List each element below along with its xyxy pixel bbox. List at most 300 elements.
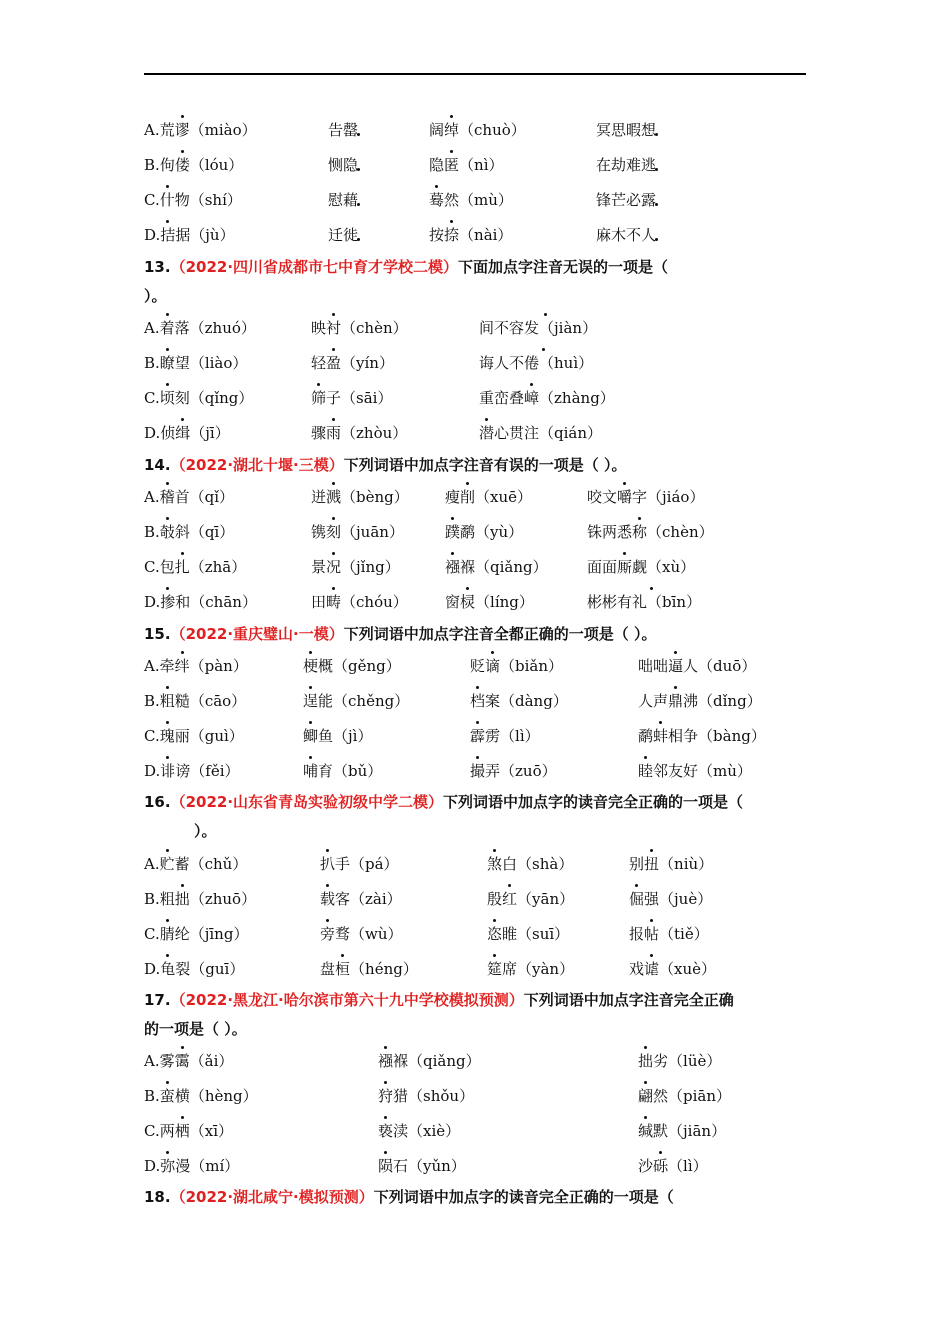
term-text: 冥思暇想: [596, 121, 657, 139]
term-text: 重峦叠: [479, 389, 525, 407]
q13-stem: [144, 252, 814, 282]
term-text: D.: [144, 226, 161, 244]
term: [303, 723, 372, 749]
dotted-character: 谬: [175, 117, 190, 143]
term: [144, 956, 244, 982]
dotted-character: 蓦: [429, 187, 444, 213]
term-text: 彬: [587, 593, 603, 611]
dotted-character: 衬: [326, 315, 341, 341]
term-text: D.: [144, 1157, 161, 1175]
term-text: 人声: [638, 692, 669, 710]
term-text: （zhòu）: [341, 424, 408, 442]
term-text: B.佝: [144, 156, 175, 174]
term-text: （niù）: [659, 855, 714, 873]
header-rule: [144, 73, 806, 75]
question-source: （2022·湖北十堰·三模）: [170, 456, 344, 474]
term-text: 白（shà）: [502, 855, 574, 873]
term: [311, 385, 392, 411]
term: [470, 758, 557, 784]
q13-stem-continued: [144, 281, 814, 311]
question-number: 13.: [144, 258, 171, 276]
dotted-character: 蛮: [160, 1083, 175, 1109]
dotted-character: 筵: [487, 956, 502, 982]
question-text: ）。: [194, 822, 217, 840]
term: [144, 385, 253, 411]
term: [638, 1083, 731, 1109]
term-text: （zhā）: [189, 558, 247, 576]
dotted-character: 桓: [335, 956, 350, 982]
term-text: 在劫难逃: [596, 156, 657, 174]
q17-stem: [144, 985, 814, 1015]
term-text: 迁徙: [328, 226, 359, 244]
term-text: 麻木不人: [596, 226, 657, 244]
dotted-character: 亵: [378, 1118, 393, 1144]
term-text: （chóu）: [341, 593, 408, 611]
dotted-character: 霹: [470, 723, 485, 749]
dotted-character: 匿: [444, 152, 459, 178]
term-text: 手（pá）: [335, 855, 399, 873]
term: [638, 653, 756, 679]
dotted-character: 旁: [320, 921, 335, 947]
term: [144, 1048, 233, 1074]
dotted-character: 蚌: [653, 723, 668, 749]
term-text: 沸（dǐng）: [683, 692, 762, 710]
term: [144, 851, 247, 877]
term-text: 雳（lì）: [485, 727, 540, 745]
term: [311, 589, 408, 615]
dotted-character: 倔: [629, 886, 644, 912]
dotted-character: 翩: [638, 1083, 653, 1109]
dotted-character: 鲫: [303, 723, 318, 749]
term-text: 咄咄: [638, 657, 669, 675]
term: [596, 117, 656, 143]
dotted-character: 襁: [378, 1048, 393, 1074]
term-text: 鹬: [638, 727, 654, 745]
dotted-character: 恣: [487, 921, 502, 947]
question-text: 下列词语中加点字注音有误的一项是（ ）。: [343, 456, 627, 474]
dotted-character: 瑰: [160, 723, 175, 749]
term: [144, 1083, 258, 1109]
dotted-character: 着: [160, 315, 175, 341]
dotted-character: 绰: [444, 117, 459, 143]
term-text: 然（mù）: [444, 191, 513, 209]
term-text: 裂（guī）: [175, 960, 245, 978]
term: [311, 519, 404, 545]
term-text: 沙: [638, 1157, 654, 1175]
dotted-character: 削: [460, 484, 475, 510]
term: [587, 484, 704, 510]
term: [144, 589, 257, 615]
term-text: 骛（wù）: [335, 925, 403, 943]
term: [638, 723, 766, 749]
term: [144, 886, 256, 912]
term: [429, 187, 513, 213]
term: [144, 554, 246, 580]
question-text: ）。: [144, 287, 167, 305]
term-text: 殷: [487, 890, 503, 908]
term-text: 猎（shǒu）: [393, 1087, 475, 1105]
term-text: 劣（lüè）: [653, 1052, 722, 1070]
term-text: C.包: [144, 558, 175, 576]
term-text: B.: [144, 1087, 160, 1105]
term-text: B.粗: [144, 890, 175, 908]
dotted-character: 煞: [487, 851, 502, 877]
term: [487, 956, 574, 982]
term-text: 镌: [311, 523, 327, 541]
term-text: C.两: [144, 1122, 175, 1140]
term-text: 和（chān）: [175, 593, 257, 611]
term-text: （miào）: [189, 121, 257, 139]
dotted-character: 盈: [326, 350, 341, 376]
dotted-character: 缄: [638, 1118, 653, 1144]
dotted-character: 贮: [160, 851, 175, 877]
dotted-character: 档: [470, 688, 485, 714]
term: [144, 420, 230, 446]
term: [303, 653, 401, 679]
term-text: 铢两悉: [587, 523, 633, 541]
dotted-character: 扒: [320, 851, 335, 877]
term-text: 子（sāi）: [326, 389, 393, 407]
term-text: C.: [144, 389, 160, 407]
term: [144, 688, 246, 714]
term-text: 刻（qǐng）: [174, 389, 254, 407]
term-text: B.: [144, 523, 160, 541]
dotted-character: 绊: [175, 653, 190, 679]
dotted-character: 撮: [470, 758, 485, 784]
term: [311, 484, 409, 510]
term-text: 鱼（jì）: [318, 727, 373, 745]
term: [596, 222, 656, 248]
term-text: 人（duō）: [683, 657, 757, 675]
term-text: C.: [144, 925, 160, 943]
term: [445, 554, 548, 580]
q18-stem: [144, 1182, 814, 1212]
question-text: 下面加点字注音无误的一项是（: [458, 258, 669, 276]
term-text: A.牵: [144, 657, 175, 675]
term: [320, 956, 418, 982]
term: [144, 519, 234, 545]
term-text: （zhàng）: [539, 389, 615, 407]
dotted-character: 不容发（jiàn）: [494, 315, 597, 341]
term-text: （nì）: [459, 156, 504, 174]
term: [587, 589, 701, 615]
term-text: 育（bǔ）: [318, 762, 383, 780]
question-text: 下列词语中加点字注音全都正确的一项是（ ）。: [343, 625, 657, 643]
term: [144, 921, 248, 947]
term-text: 邻友好（mù）: [653, 762, 752, 780]
term: [487, 886, 574, 912]
question-number: 18.: [144, 1188, 171, 1206]
dotted-character: 掺: [160, 589, 175, 615]
term: [311, 315, 408, 341]
term: [479, 315, 597, 341]
dotted-character: 雨: [326, 420, 341, 446]
term: [144, 222, 235, 248]
term: [487, 921, 569, 947]
term-text: （xuè）: [659, 960, 717, 978]
term-text: D.侦: [144, 424, 176, 442]
term-text: （jī）: [190, 424, 230, 442]
term: [479, 420, 602, 446]
term: [144, 484, 234, 510]
dotted-character: 稽: [160, 484, 175, 510]
question-number: 14.: [144, 456, 171, 474]
dotted-character: 嶂: [524, 385, 539, 411]
term: [378, 1153, 466, 1179]
dotted-character: 扎: [175, 554, 190, 580]
dotted-character: 潜: [479, 420, 494, 446]
dotted-character: 拙: [638, 1048, 653, 1074]
question-number: 16.: [144, 793, 171, 811]
term-text: 迸: [311, 488, 327, 506]
term-text: （lì）: [668, 1157, 708, 1175]
question-source: （2022·黑龙江·哈尔滨市第六十九中学校模拟预测）: [170, 991, 524, 1009]
term-text: 据（jù）: [175, 226, 235, 244]
term-text: 诲: [479, 354, 495, 372]
dotted-character: 厮: [617, 554, 632, 580]
term-text: 强（juè）: [644, 890, 713, 908]
term-text: C.: [144, 727, 160, 745]
term: [479, 385, 615, 411]
dotted-character: 刻: [326, 519, 341, 545]
dotted-character: 粗: [160, 688, 175, 714]
dotted-character: 诽: [160, 758, 175, 784]
term-text: 恻隐: [328, 156, 359, 174]
term-text: 觑（xù）: [632, 558, 696, 576]
term: [638, 688, 762, 714]
term-text: （pàn）: [189, 657, 248, 675]
dotted-character: 顷: [160, 385, 175, 411]
dotted-character: 逼: [668, 653, 683, 679]
term: [429, 152, 504, 178]
term-text: 映: [311, 319, 327, 337]
term: [429, 222, 512, 248]
dotted-character: 畴: [326, 589, 341, 615]
term: [638, 758, 752, 784]
term-text: 鹬（yù）: [460, 523, 524, 541]
term: [144, 758, 240, 784]
term-text: A.: [144, 855, 160, 873]
term-text: A.雾: [144, 1052, 175, 1070]
dotted-character: 弥: [160, 1153, 175, 1179]
term-text: （nài）: [459, 226, 513, 244]
dotted-character: 陨: [378, 1153, 393, 1179]
term-text: 谤（fěi）: [175, 762, 240, 780]
term-text: 横（hèng）: [174, 1087, 258, 1105]
term-text: A.: [144, 488, 160, 506]
term-text: B.: [144, 692, 160, 710]
term: [320, 851, 399, 877]
term: [638, 1048, 721, 1074]
term-text: 面面: [587, 558, 618, 576]
term-text: C.: [144, 191, 160, 209]
term: [144, 1118, 233, 1144]
term: [445, 589, 534, 615]
question-source: （2022·湖北咸宁·模拟预测）: [170, 1188, 374, 1206]
term-text: 字（jiáo）: [632, 488, 705, 506]
dotted-character: 睦: [638, 758, 653, 784]
question-source: （2022·重庆璧山·一模）: [170, 625, 344, 643]
term-text: （tiě）: [659, 925, 709, 943]
dotted-character: 溅: [326, 484, 341, 510]
term: [587, 519, 714, 545]
dotted-character: 谪: [485, 653, 500, 679]
term: [378, 1083, 474, 1109]
dotted-character: 彬有礼（bīn）: [602, 589, 701, 615]
term-text: 默（jiān）: [653, 1122, 727, 1140]
term-text: （jǐng）: [341, 558, 400, 576]
term-text: 锋芒必露: [596, 191, 657, 209]
dotted-character: 砾: [653, 1153, 668, 1179]
term-text: （chèn）: [341, 319, 408, 337]
dotted-character: 载: [320, 886, 335, 912]
term: [320, 921, 403, 947]
dotted-character: 筛: [311, 385, 326, 411]
term: [378, 1048, 481, 1074]
term-text: 慰藉: [328, 191, 359, 209]
dotted-character: 什: [160, 187, 175, 213]
term-text: 褓（qiǎng）: [460, 558, 548, 576]
term: [429, 117, 526, 143]
term: [470, 653, 563, 679]
dotted-character: 缉: [175, 420, 190, 446]
term: [320, 886, 402, 912]
dotted-character: 襁: [445, 554, 460, 580]
term: [638, 1118, 726, 1144]
term-text: 蓄（chǔ）: [174, 855, 248, 873]
term-text: 阔: [429, 121, 445, 139]
term: [328, 222, 358, 248]
dotted-character: 人不倦（huì）: [494, 350, 593, 376]
question-text: 下列词语中加点字的读音完全正确的一项是（: [373, 1188, 674, 1206]
term-text: 睢（suī）: [502, 925, 570, 943]
dotted-character: 龟: [160, 956, 175, 982]
term-text: 田: [311, 593, 327, 611]
term-text: （héng）: [350, 960, 418, 978]
term: [445, 484, 532, 510]
term: [487, 851, 573, 877]
dotted-character: 嚼: [617, 484, 632, 510]
dotted-character: 称: [632, 519, 647, 545]
term: [311, 554, 400, 580]
term-text: 能（chěng）: [318, 692, 410, 710]
term: [144, 117, 257, 143]
term-text: 弄（zuō）: [485, 762, 557, 780]
question-text: 的一项是（ ）。: [144, 1020, 247, 1038]
term: [328, 187, 358, 213]
dotted-character: 蹼: [445, 519, 460, 545]
term-text: 景: [311, 558, 327, 576]
term: [303, 688, 409, 714]
term: [587, 554, 695, 580]
term-text: （líng）: [475, 593, 534, 611]
term-text: （lóu）: [189, 156, 244, 174]
term: [311, 420, 407, 446]
term: [629, 921, 709, 947]
dotted-character: 狩: [378, 1083, 393, 1109]
term-text: 瘦: [445, 488, 461, 506]
term: [144, 350, 247, 376]
term-text: 别: [629, 855, 645, 873]
question-text: 下列词语中加点字的读音完全正确的一项是（: [443, 793, 744, 811]
term-text: D.: [144, 960, 161, 978]
q16-stem-continued: [194, 816, 864, 846]
dotted-character: 拙: [175, 886, 190, 912]
dotted-character: 红: [502, 886, 517, 912]
term-text: 望（liào）: [174, 354, 248, 372]
term-text: 客（zài）: [335, 890, 402, 908]
term-text: 骤: [311, 424, 327, 442]
term-text: （chuò）: [459, 121, 526, 139]
term-text: 物（shí）: [174, 191, 242, 209]
term-text: （xī）: [189, 1122, 233, 1140]
term-text: A.: [144, 319, 160, 337]
term-text: 告罄: [328, 121, 359, 139]
term-text: （bèng）: [341, 488, 409, 506]
term: [311, 350, 394, 376]
term-text: （ǎi）: [189, 1052, 234, 1070]
term-text: （biǎn）: [500, 657, 564, 675]
term-text: 然（piān）: [653, 1087, 732, 1105]
term-text: 间: [479, 319, 495, 337]
term-text: （yān）: [517, 890, 575, 908]
term-text: B.: [144, 354, 160, 372]
term-text: （juān）: [341, 523, 404, 541]
term-text: 漫（mí）: [175, 1157, 240, 1175]
dotted-character: 攲: [160, 519, 175, 545]
q16-stem: [144, 787, 814, 817]
term: [144, 315, 256, 341]
term: [303, 758, 382, 784]
term-text: 报: [629, 925, 645, 943]
term-text: （chèn）: [647, 523, 714, 541]
term: [596, 187, 656, 213]
q14-stem: [144, 450, 814, 480]
term-text: 落（zhuó）: [174, 319, 256, 337]
term-text: 席（yàn）: [502, 960, 575, 978]
term: [144, 187, 242, 213]
term-text: 渎（xiè）: [393, 1122, 461, 1140]
term-text: 盘: [320, 960, 336, 978]
term: [445, 519, 523, 545]
term: [470, 688, 568, 714]
term: [629, 851, 713, 877]
dotted-character: 拮: [160, 222, 175, 248]
term-text: 心贯注（qián）: [494, 424, 603, 442]
term: [144, 653, 248, 679]
term: [479, 350, 593, 376]
term-text: （xuē）: [475, 488, 533, 506]
term-text: 概（gěng）: [318, 657, 401, 675]
dotted-character: 哺: [303, 758, 318, 784]
term: [470, 723, 540, 749]
term: [328, 152, 358, 178]
q15-stem: [144, 619, 814, 649]
dotted-character: 栖: [175, 1118, 190, 1144]
term-text: 按: [429, 226, 445, 244]
term: [629, 956, 716, 982]
term: [144, 1153, 239, 1179]
question-source: （2022·山东省青岛实验初级中学二模）: [170, 793, 444, 811]
term-text: 斜（qī）: [174, 523, 235, 541]
term-text: 隐: [429, 156, 445, 174]
term-text: 戏: [629, 960, 645, 978]
term: [638, 1153, 708, 1179]
q17-stem-continued: [144, 1014, 814, 1044]
dotted-character: 棂: [460, 589, 475, 615]
dotted-character: 捺: [444, 222, 459, 248]
term-text: A.荒: [144, 121, 175, 139]
